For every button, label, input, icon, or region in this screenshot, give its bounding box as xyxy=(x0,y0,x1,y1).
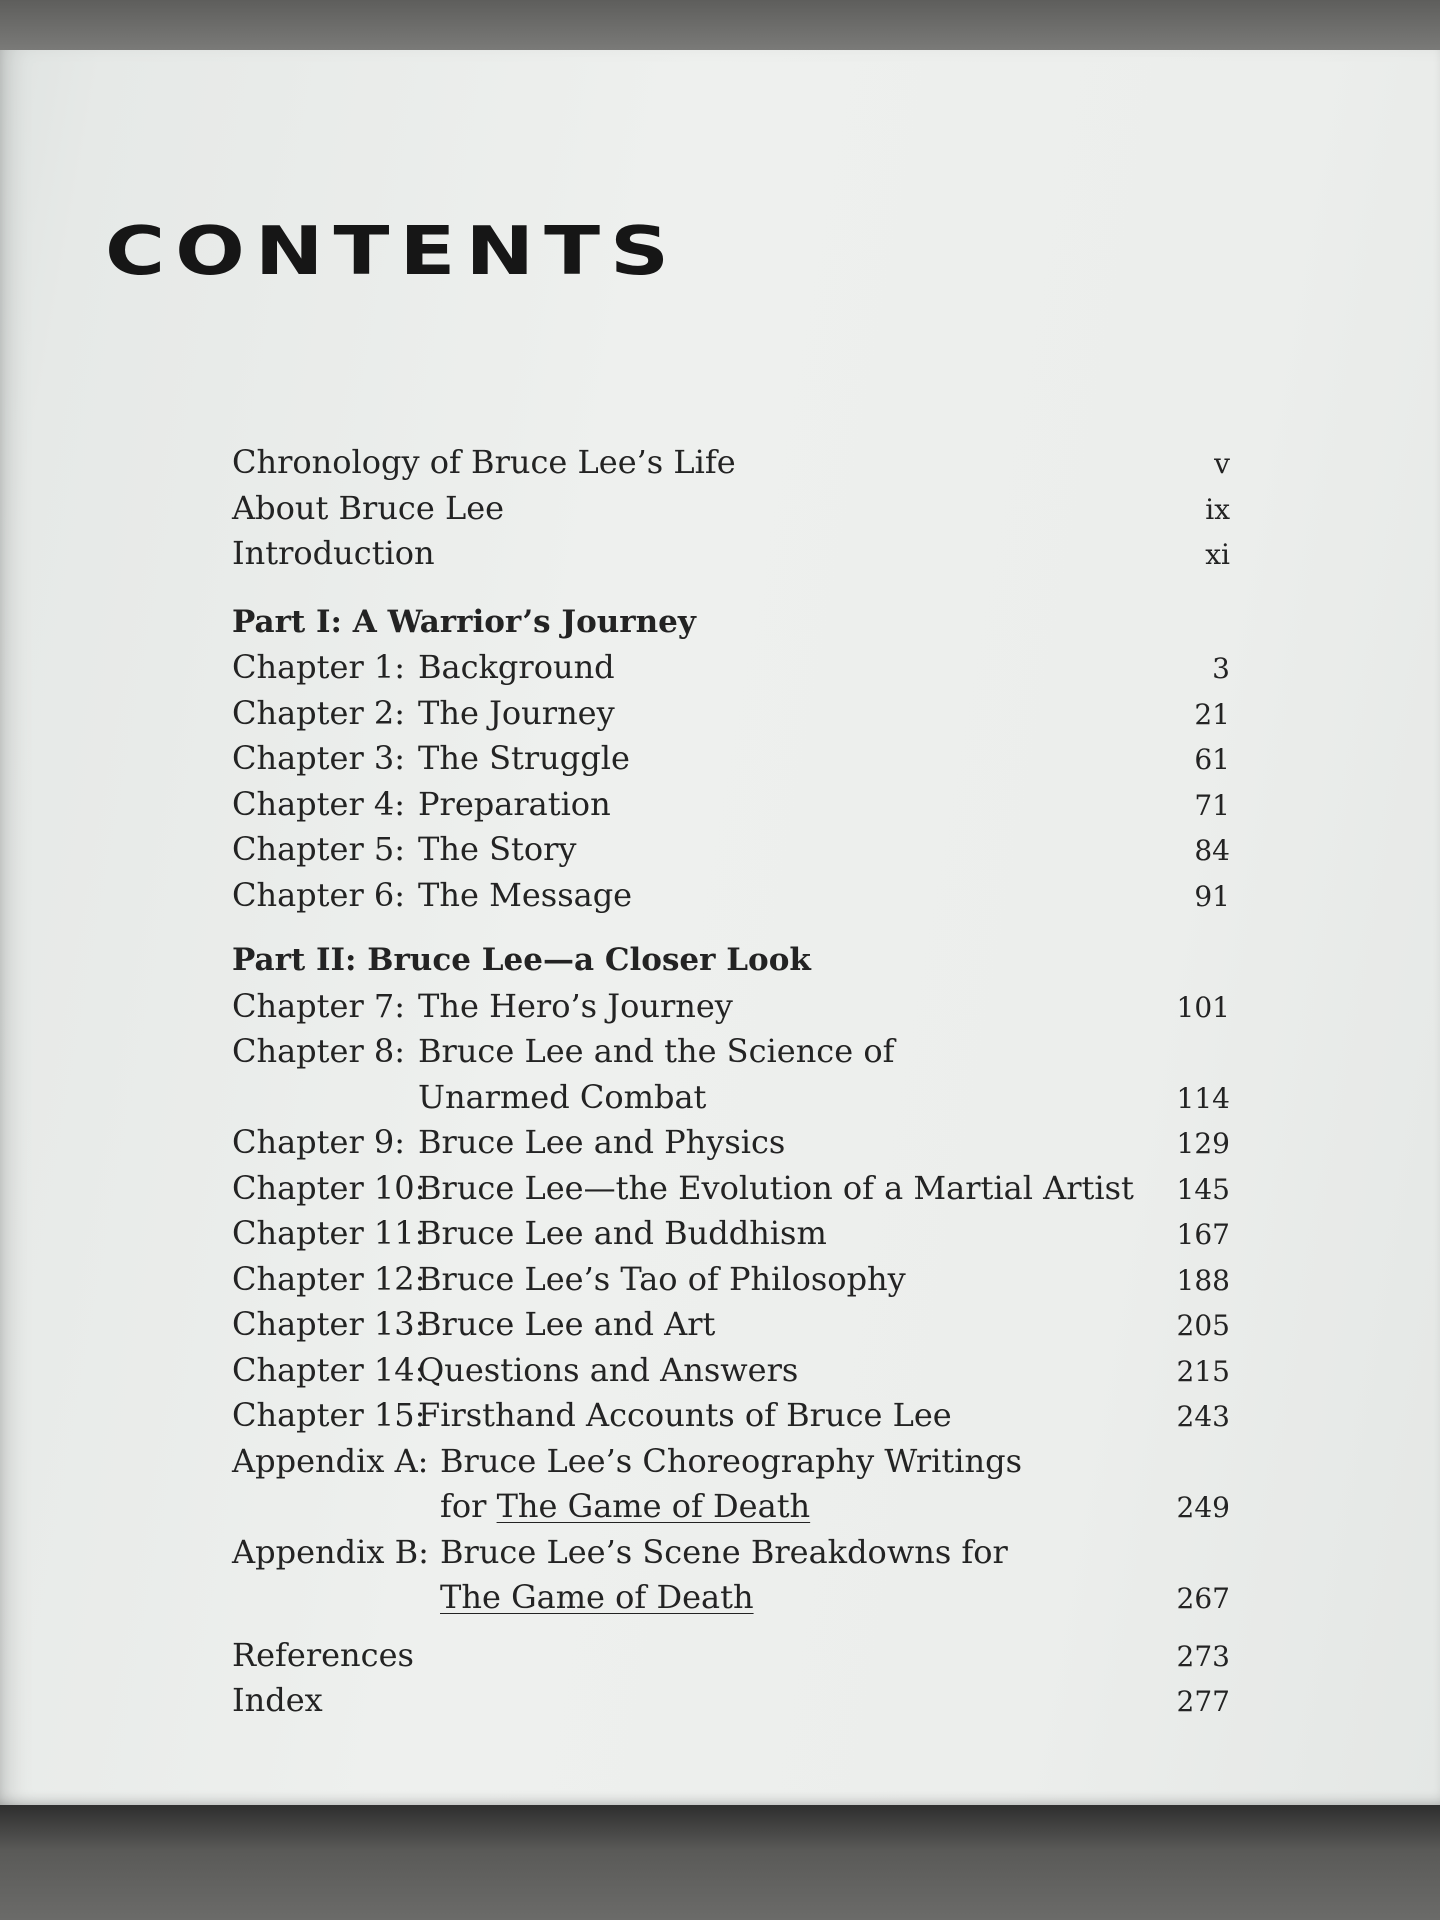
table-of-contents xyxy=(232,440,1230,1724)
page-number: 267 xyxy=(1176,1582,1230,1615)
part-heading-1 xyxy=(232,600,1230,646)
toc-entry-index xyxy=(232,1678,1230,1724)
toc-entry-appendix-a-continued xyxy=(232,1484,1230,1530)
entry-title: Firsthand Accounts of Bruce Lee xyxy=(418,1396,952,1434)
entry-title: Index xyxy=(232,1681,323,1719)
page-number: xi xyxy=(1205,538,1230,571)
page-number: 145 xyxy=(1176,1172,1230,1206)
entry-title: The Hero’s Journey xyxy=(418,986,733,1025)
chapter-label: Chapter 15: xyxy=(232,1396,426,1434)
chapter-label: Chapter 7: xyxy=(232,986,406,1025)
toc-entry-chapter-15 xyxy=(232,1393,1230,1439)
background-top xyxy=(0,0,1440,50)
toc-entry-chapter-8-continued xyxy=(232,1075,1230,1121)
page-number: 21 xyxy=(1194,697,1230,731)
chapter-label: Chapter 13: xyxy=(232,1305,426,1343)
part-title: Part II: Bruce Lee—a Closer Look xyxy=(232,942,811,978)
toc-entry-introduction xyxy=(232,531,1230,577)
page-number: 215 xyxy=(1176,1354,1230,1388)
entry-title-continued: Unarmed Combat xyxy=(418,1077,707,1116)
toc-entry-chapter-7 xyxy=(232,984,1230,1030)
entry-title: Bruce Lee’s Tao of Philosophy xyxy=(418,1259,906,1298)
chapter-label: Chapter 9: xyxy=(232,1123,406,1161)
entry-title: Chronology of Bruce Lee’s Life xyxy=(232,443,736,481)
toc-entry-chapter-6 xyxy=(232,873,1230,919)
entry-title: Bruce Lee and Art xyxy=(418,1305,716,1343)
toc-entry-chapter-4 xyxy=(232,782,1230,828)
page-number: 71 xyxy=(1194,788,1230,822)
page-number: 91 xyxy=(1194,879,1230,913)
chapter-label: Chapter 1: xyxy=(232,648,406,686)
chapter-label: Chapter 4: xyxy=(232,784,406,823)
entry-title: Bruce Lee and Buddhism xyxy=(418,1214,827,1252)
page-number: 114 xyxy=(1176,1081,1230,1115)
page-number: v xyxy=(1214,447,1230,480)
toc-entry-chapter-1 xyxy=(232,645,1230,691)
toc-entry-chapter-5 xyxy=(232,827,1230,873)
page-number: 277 xyxy=(1176,1685,1230,1718)
page-number: 249 xyxy=(1176,1491,1230,1524)
entry-title: The Story xyxy=(418,830,577,868)
chapter-label: Chapter 5: xyxy=(232,830,406,868)
toc-entry-chapter-12 xyxy=(232,1257,1230,1303)
entry-title: Preparation xyxy=(418,784,611,823)
toc-entry-chapter-3 xyxy=(232,736,1230,782)
toc-entry-chapter-9 xyxy=(232,1120,1230,1166)
entry-title: References xyxy=(232,1635,414,1674)
chapter-label: Chapter 6: xyxy=(232,875,406,914)
toc-entry-appendix-b xyxy=(232,1530,1230,1576)
entry-title: Bruce Lee—the Evolution of a Martial Artist xyxy=(418,1168,1134,1207)
appendix-label: Appendix B: xyxy=(232,1532,429,1571)
entry-title: The Journey xyxy=(418,693,615,732)
entry-title: Background xyxy=(418,648,615,686)
chapter-label: Chapter 10: xyxy=(232,1168,426,1207)
chapter-label: Chapter 2: xyxy=(232,693,406,732)
page-title: CONTENTS xyxy=(105,212,680,291)
entry-title: About Bruce Lee xyxy=(232,488,505,527)
toc-entry-chapter-14 xyxy=(232,1348,1230,1394)
entry-title: The Message xyxy=(418,875,633,914)
page-number: 188 xyxy=(1176,1263,1230,1297)
part-title: Part I: A Warrior’s Journey xyxy=(232,603,696,640)
book-page xyxy=(0,50,1440,1805)
page-number: 205 xyxy=(1176,1309,1230,1342)
entry-title: Bruce Lee’s Scene Breakdowns for xyxy=(440,1532,1008,1571)
entry-title: Bruce Lee and Physics xyxy=(418,1123,786,1161)
part-heading-2 xyxy=(232,938,1230,984)
chapter-label: Chapter 14: xyxy=(232,1350,426,1389)
chapter-label: Chapter 12: xyxy=(232,1259,426,1298)
underlined-title: The Game of Death xyxy=(440,1578,754,1616)
background-bottom xyxy=(0,1805,1440,1920)
entry-title-continued xyxy=(232,1575,1170,1621)
toc-entry-chapter-2 xyxy=(232,691,1230,737)
entry-title: The Struggle xyxy=(418,739,630,777)
entry-title: Introduction xyxy=(232,534,435,572)
entry-title-continued xyxy=(232,1484,1170,1530)
page-number: 101 xyxy=(1176,990,1230,1024)
toc-entry-chapter-10 xyxy=(232,1166,1230,1212)
chapter-label: Chapter 11: xyxy=(232,1214,426,1252)
page-number: 243 xyxy=(1176,1400,1230,1433)
page-number: 3 xyxy=(1212,652,1230,685)
page-number: 167 xyxy=(1176,1218,1230,1251)
page-number: 129 xyxy=(1176,1127,1230,1160)
toc-entry-chapter-8 xyxy=(232,1029,1230,1075)
toc-entry-chronology xyxy=(232,440,1230,486)
underlined-title: The Game of Death xyxy=(496,1487,811,1525)
toc-entry-references xyxy=(232,1633,1230,1679)
appendix-label: Appendix A: xyxy=(232,1441,429,1480)
page-number: ix xyxy=(1205,492,1230,526)
chapter-label: Chapter 3: xyxy=(232,739,406,777)
chapter-label: Chapter 8: xyxy=(232,1032,406,1070)
page-number: 61 xyxy=(1194,743,1230,776)
entry-prefix: for xyxy=(440,1487,497,1525)
toc-entry-appendix-b-continued xyxy=(232,1575,1230,1621)
toc-entry-about xyxy=(232,486,1230,532)
toc-entry-appendix-a xyxy=(232,1439,1230,1485)
page-number: 273 xyxy=(1176,1639,1230,1673)
toc-entry-chapter-11 xyxy=(232,1211,1230,1257)
entry-title: Bruce Lee’s Choreography Writings xyxy=(440,1441,1022,1480)
entry-title: Questions and Answers xyxy=(418,1350,799,1389)
page-number: 84 xyxy=(1194,834,1230,867)
entry-title: Bruce Lee and the Science of xyxy=(418,1032,895,1070)
toc-entry-chapter-13 xyxy=(232,1302,1230,1348)
